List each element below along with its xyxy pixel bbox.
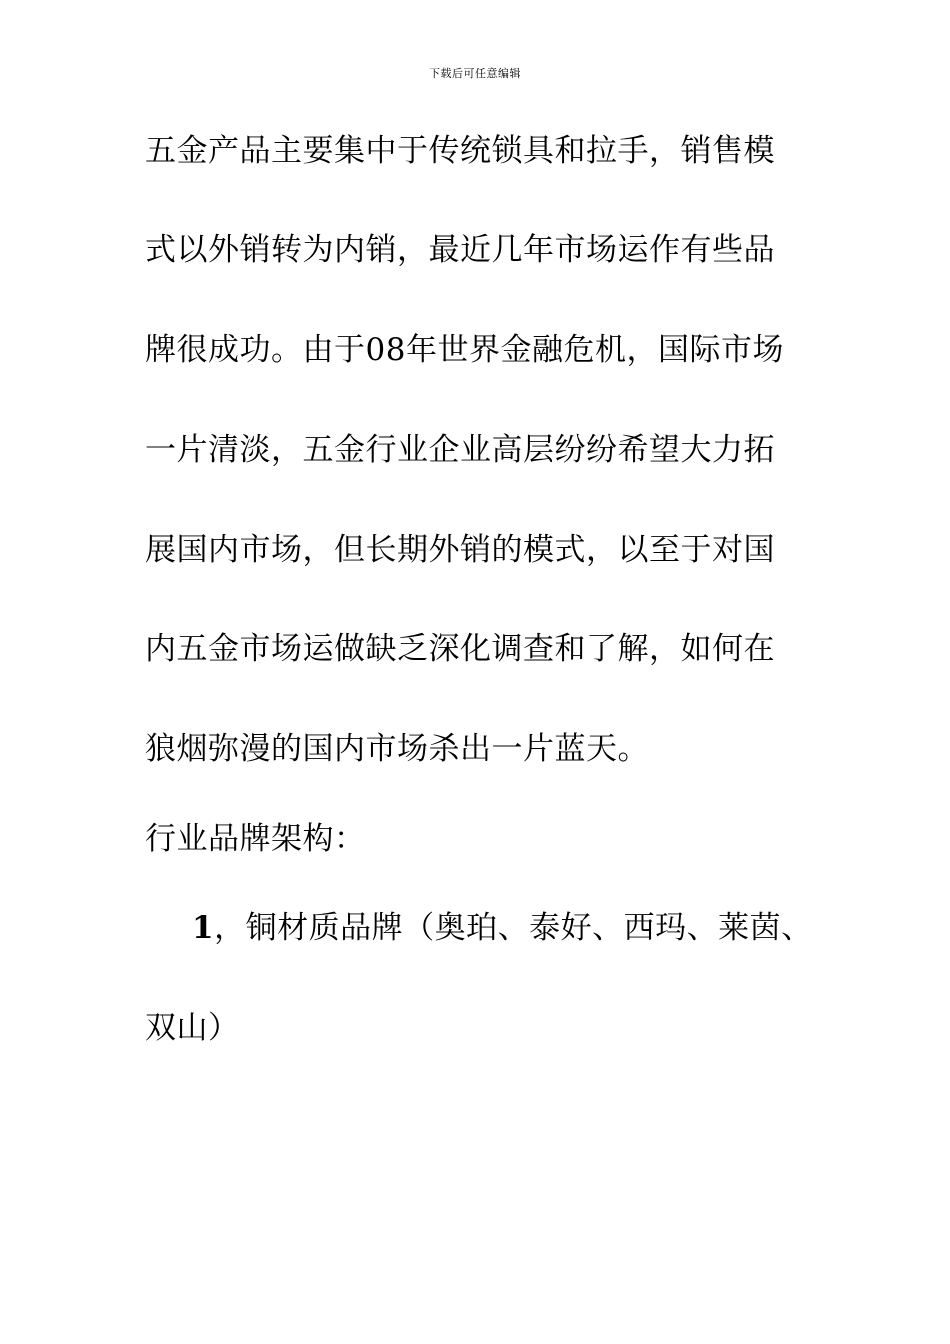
paragraph-line: 狼烟弥漫的国内市场杀出一片蓝天。 — [145, 731, 649, 767]
paragraph-line: 内五金市场运做缺乏深化调查和了解，如何在 — [145, 631, 775, 667]
paragraph-line: 展国内市场，但长期外销的模式，以至于对国 — [145, 532, 775, 568]
list-item-number: 1 — [192, 910, 215, 946]
paragraph-line: 一片清淡，五金行业企业高层纷纷希望大力拓 — [145, 432, 775, 468]
list-item-line — [192, 908, 813, 948]
list-item-continuation: 双山） — [145, 1010, 240, 1046]
page-header: 下载后可任意编辑 — [429, 67, 521, 80]
section-heading: 行业品牌架构： — [145, 821, 366, 857]
paragraph-line: 五金产品主要集中于传统锁具和拉手，销售模 — [145, 133, 775, 169]
paragraph-line: 式以外销转为内销，最近几年市场运作有些品 — [145, 232, 775, 268]
list-item-text: ，铜材质品牌（奥珀、泰好、西玛、莱茵、 — [214, 910, 813, 946]
paragraph-line: 牌很成功。由于08年世界金融危机，国际市场 — [145, 332, 784, 368]
